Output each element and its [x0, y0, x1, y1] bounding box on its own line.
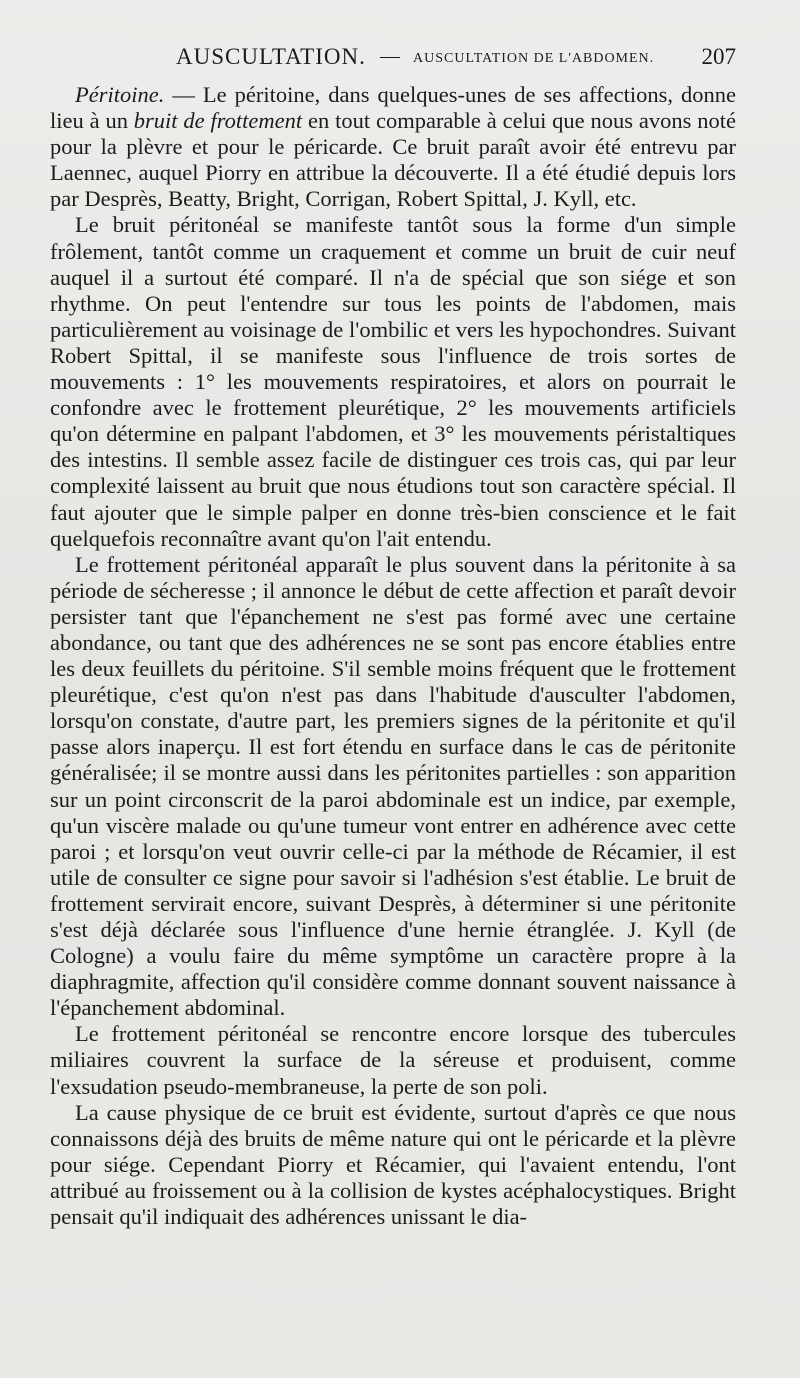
paragraph-cause-physique: La cause physique de ce bruit est évidente, surtout d'après ce que nous connaissons déjà des bruits de même nature qui ont le péricarde et la plèvre pour siége. Cependant Piorry et Récamier, qui l'avaient entendu, l'ont attribué au froissement ou à la collision de kystes acéphalocystiques. Bright pensait qu'il indiquait des adhérences unissant le dia- — [50, 1099, 736, 1230]
paragraph-peritoine — [50, 82, 736, 212]
body-text — [50, 82, 736, 1230]
paragraph-frottement-peritonite: Le frottement péritonéal apparaît le plus souvent dans la péritonite à sa période de sécheresse ; il annonce le début de cette affection et paraît devoir persister tant que l'épanchement ne s'est pas formé avec une certaine abondance, ou tant que des adhérences ne se sont pas encore établies entre les deux feuillets du péritoine. S'il semble moins fréquent que le frottement pleurétique, c'est qu'on n'est pas dans l'habitude d'ausculter l'abdomen, lorsqu'on constate, d'autre part, les premiers signes de la péritonite et qu'il passe alors inaperçu. Il est fort étendu en surface dans le cas de péritonite généralisée; il se montre aussi dans les péritonites partielles : son apparition sur un point circonscrit de la paroi abdominale est un indice, par exemple, qu'un viscère malade ou qu'une tumeur vont entrer en adhérence avec cette paroi ; et lorsqu'on veut ouvrir celle-ci par la méthode de Récamier, il est utile de consulter ce signe pour savoir si l'adhésion s'est établie. Le bruit de frottement servirait encore, suivant Desprès, à déterminer si une péritonite s'est déjà déclarée sous l'influence d'une hernie étranglée. J. Kyll (de Cologne) a voulu faire du même symptôme un caractère propre à la diaphragmite, affection qu'il considère comme donnant souvent naissance à l'épanchement abdominal. — [50, 551, 736, 1021]
running-head-subtitle: AUSCULTATION DE L'ABDOMEN. — [413, 51, 655, 66]
paragraph-tubercules: Le frottement péritonéal se rencontre encore lorsque des tubercules miliaires couvrent la surface de la séreuse et produisent, comme l'exsudation pseudo-membraneuse, la perte de son poli. — [50, 1021, 736, 1099]
running-head-title: AUSCULTATION. — [176, 44, 366, 69]
running-head-dash: — — [380, 45, 400, 67]
paragraph-text: — Le péritoine, dans quelques-unes de ses affections, donne lieu à un — [50, 82, 736, 134]
running-head — [50, 44, 736, 76]
emphasis-text: bruit de frottement — [133, 108, 303, 134]
paragraph-text: en tout comparable à celui que nous avons noté pour la plèvre et pour le péricarde. Ce bruit paraît avoir été entrevu par Laennec, auquel Piorry en attribue la découverte. Il a été étudié depuis lors par Desprès, Beatty, Bright, Corrigan, Robert Spittal, J. Kyll, etc. — [50, 108, 736, 212]
paragraph-bruit-peritoneal: Le bruit péritonéal se manifeste tantôt sous la forme d'un simple frôlement, tantôt comme un craquement et comme un bruit de cuir neuf auquel il a surtout été comparé. Il n'a de spécial que son siége et son rhythme. On peut l'entendre sur tous les points de l'abdomen, mais particulièrement au voisinage de l'ombilic et vers les hypochondres. Suivant Robert Spittal, il se manifeste sous l'influence de trois sortes de mouvements : 1° les mouvements respiratoires, et alors on pourrait le confondre avec le frottement pleurétique, 2° les mouvements artificiels qu'on détermine en palpant l'abdomen, et 3° les mouvements péristaltiques des intestins. Il semble assez facile de distinguer ces trois cas, qui par leur complexité laissent au bruit que nous étudions tout son caractère spécial. Il faut ajouter que le simple palper en donne très-bien conscience et le fait quelquefois reconnaître avant qu'on l'ait entendu. — [50, 212, 736, 551]
page-number: 207 — [701, 44, 736, 69]
paragraph-lead: Péritoine. — [75, 82, 165, 107]
